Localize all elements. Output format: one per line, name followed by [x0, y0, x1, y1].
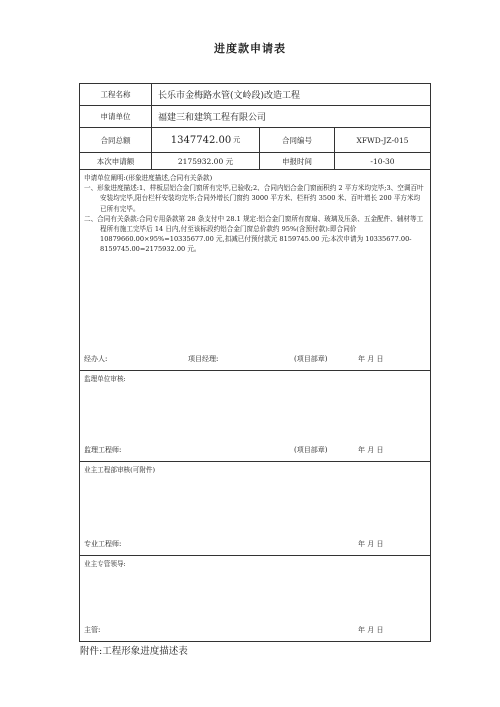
date-label: 年 月 日	[358, 354, 384, 363]
manager-label: 主管:	[84, 625, 101, 634]
project-name-row	[80, 84, 430, 106]
project-name-label: 工程名称	[80, 84, 152, 105]
owner-leader-heading: 业主专管领导:	[84, 560, 126, 568]
contract-total-value: 1347742.00	[170, 134, 232, 146]
owner-leader-section	[80, 556, 430, 641]
application-form	[79, 83, 431, 642]
this-amount-label: 本次申请额	[80, 153, 152, 169]
project-seal-label: (项目部章)	[294, 354, 328, 363]
page-title: 进度款申请表	[214, 42, 286, 55]
owner-dept-heading: 业主工程部审核(可附件)	[84, 466, 156, 474]
owner-dept-section	[80, 462, 430, 556]
owner-leader-date-label: 年 月 日	[358, 625, 384, 634]
this-amount-row	[80, 153, 430, 170]
professional-engineer-label: 专业工程师:	[84, 539, 122, 548]
this-amount-value: 2175932.00 元	[152, 153, 260, 169]
contract-total-cell	[152, 128, 260, 152]
contract-row	[80, 128, 430, 153]
supervision-seal-label: (项目部章)	[294, 445, 328, 454]
contract-no-label: 合同编号	[260, 128, 335, 152]
contract-total-unit: 元	[233, 136, 241, 144]
explanation-para-2: 二、合同有关条款:合同专用条款第 28 条支付中 28.1 规定:铝合金门窗所有窗扇、玻璃及压条、五金配件、辅材等工程所有施工完毕后 14 日内,付至该标段约铝合金门窗总价款约 95%(含预付款):即合同价 10879660.00×95%=10335677.00 元,扣减已付预付款元 8159745.00 元;本次申请为 10335677.00-8159745.00=2175932.00 元。	[84, 214, 424, 254]
supervision-date-label: 年 月 日	[358, 445, 384, 454]
explanation-para-1: 一、形象进度描述:1、样板层铝合金门窗所有完毕,已验收;2、合同内铝合金门窗面积约 2 平方米均完毕;3、空调百叶安装均完毕,阳台栏杆安装均完毕;合同外增长门窗约 3000 平方米、栏杆约 3500 米、百叶增长 200 平方米均已所有完毕。	[84, 184, 424, 213]
report-time-label: 申报时间	[260, 153, 335, 169]
contract-total-label: 合同总额	[80, 128, 152, 152]
supervision-section	[80, 371, 430, 462]
handler-label: 经办人:	[84, 354, 108, 363]
explanation-section	[80, 170, 430, 371]
supervision-engineer-label: 监理工程师:	[84, 445, 122, 454]
project-name-value: 长乐市金梅路水管(文岭段)改造工程	[158, 91, 301, 101]
owner-dept-date-label: 年 月 日	[358, 539, 384, 548]
supervision-heading: 监理单位审核:	[84, 375, 126, 383]
applicant-label: 申请单位	[80, 106, 152, 127]
applicant-row	[80, 106, 430, 128]
attachment-note: 附件:工程形象进度描述表	[80, 646, 188, 657]
report-time-value: -10-30	[370, 156, 395, 166]
applicant-value: 福建三和建筑工程有限公司	[158, 113, 267, 123]
explanation-heading: 申请单位阐明:(形象进度描述,合同有关条款)	[84, 174, 213, 182]
project-manager-label: 项目经理:	[188, 354, 219, 363]
contract-no-value: XFWD-JZ-015	[356, 135, 409, 145]
